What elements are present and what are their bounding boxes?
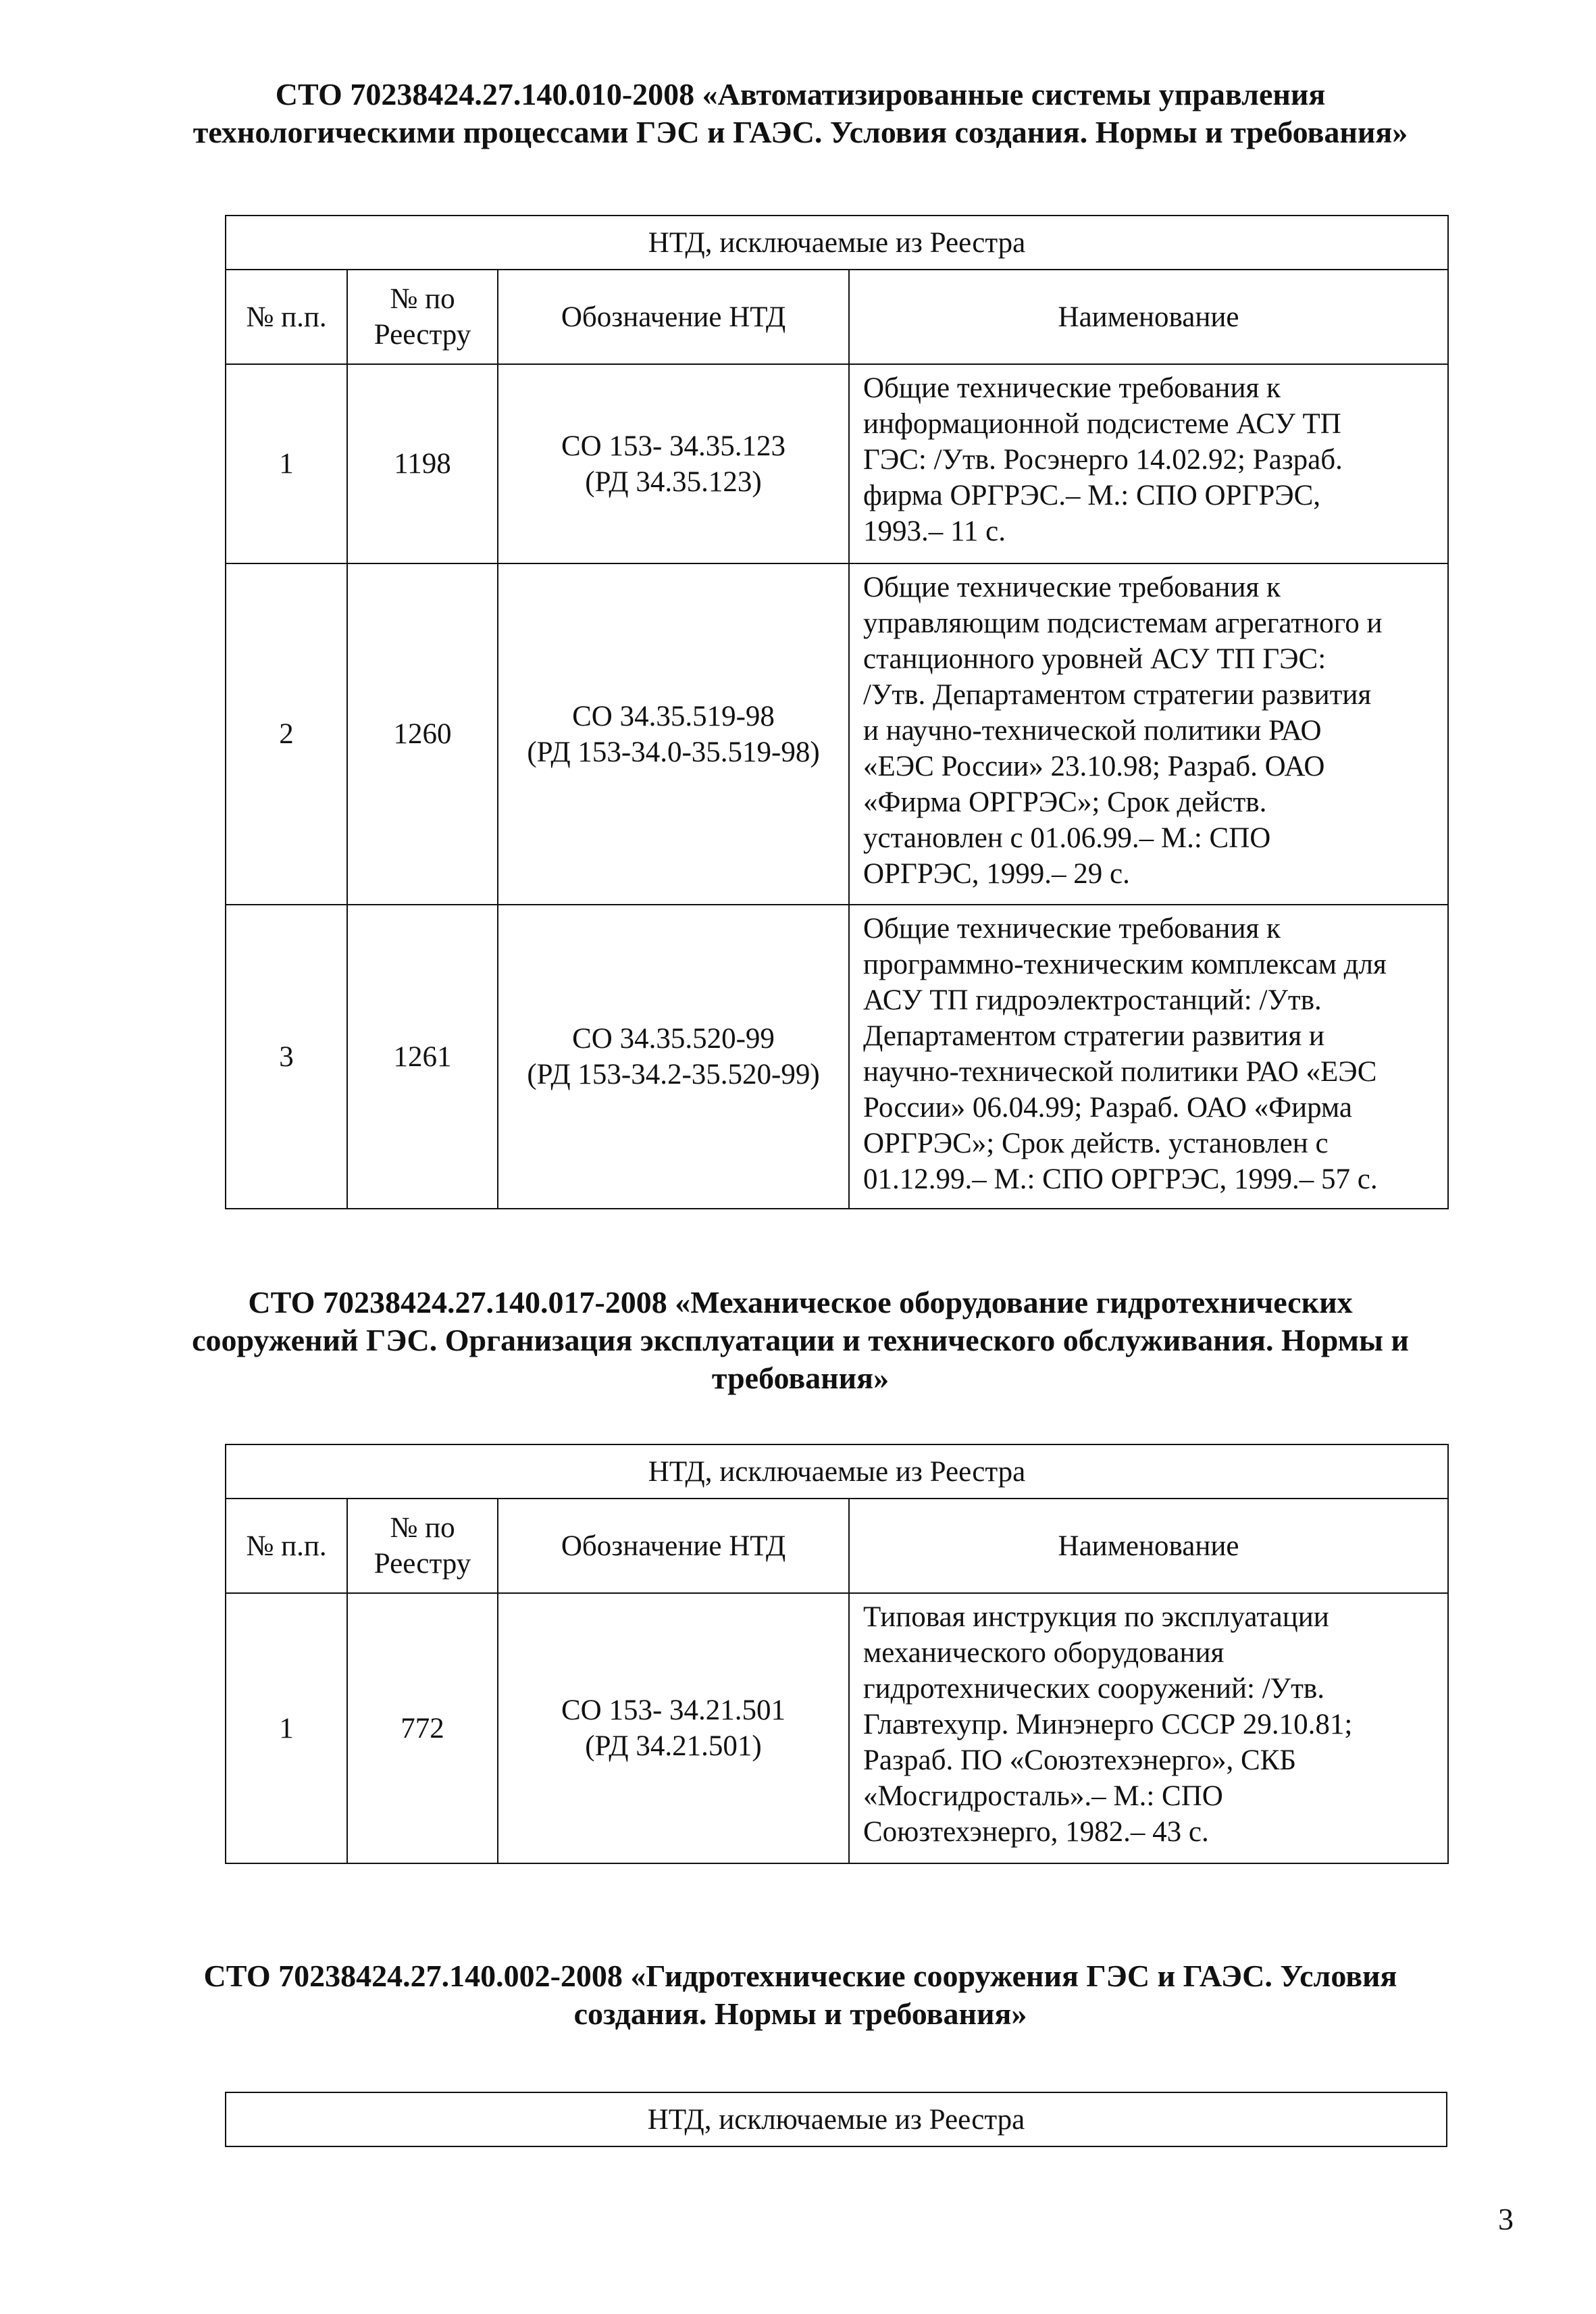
- name-line: установлен с 01.06.99.– М.: СПО: [863, 822, 1271, 854]
- name-line: «ЕЭС России» 23.10.98; Разраб. ОАО: [863, 751, 1325, 782]
- name-line: Департаментом стратегии развития и: [863, 1020, 1324, 1052]
- row-reg: 1198: [347, 364, 498, 563]
- header-name: Наименование: [849, 270, 1448, 364]
- table-row: [226, 1593, 1448, 1863]
- code-line: СО 34.35.519-98: [572, 700, 775, 732]
- row-code: [498, 563, 849, 905]
- row-name: [849, 364, 1448, 563]
- name-line: Разраб. ПО «Союзтехэнерго», СКБ: [863, 1744, 1297, 1776]
- table-row: [226, 905, 1448, 1209]
- code-line: СО 153- 34.21.501: [561, 1694, 786, 1726]
- code-line: (РД 34.35.123): [585, 466, 762, 498]
- name-line: АСУ ТП гидроэлектростанций: /Утв.: [863, 984, 1322, 1016]
- header-code: Обозначение НТД: [498, 1499, 849, 1593]
- header-reg: № по Реестру: [347, 270, 498, 364]
- header-name: Наименование: [849, 1499, 1448, 1593]
- row-reg: 772: [347, 1593, 498, 1863]
- section-2-title: [135, 1284, 1466, 1397]
- name-line: ОРГРЭС»; Срок действ. установлен с: [863, 1128, 1329, 1159]
- code-line: (РД 153-34.0-35.519-98): [527, 736, 820, 768]
- header-num: № п.п.: [226, 270, 347, 364]
- name-line: Главтехупр. Минэнерго СССР 29.10.81;: [863, 1709, 1353, 1740]
- name-line: Общие технические требования к: [863, 913, 1281, 945]
- table-caption: НТД, исключаемые из Реестра: [226, 216, 1448, 270]
- name-line: управляющим подсистемам агрегатного и: [863, 607, 1383, 639]
- name-line: России» 06.04.99; Разраб. ОАО «Фирма: [863, 1092, 1352, 1124]
- name-line: ГЭС: /Утв. Росэнерго 14.02.92; Разраб.: [863, 444, 1343, 476]
- table-row: [226, 563, 1448, 905]
- title-line: СТО 70238424.27.140.017-2008 «Механическое оборудование гидротехнических: [248, 1285, 1353, 1319]
- title-line: сооружений ГЭС. Организация эксплуатации и технического обслуживания. Нормы и: [192, 1323, 1409, 1357]
- row-code: [498, 364, 849, 563]
- row-num: 1: [226, 364, 347, 563]
- title-line: технологическими процессами ГЭС и ГАЭС. Условия создания. Нормы и требования»: [192, 115, 1408, 149]
- row-reg: 1261: [347, 905, 498, 1209]
- name-line: ОРГРЭС, 1999.– 29 с.: [863, 858, 1130, 890]
- name-line: информационной подсистеме АСУ ТП: [863, 408, 1341, 440]
- name-line: научно-технической политики РАО «ЕЭС: [863, 1056, 1377, 1088]
- section-1-table: [225, 215, 1449, 1209]
- name-line: Типовая инструкция по эксплуатации: [863, 1601, 1329, 1633]
- header-reg: № по Реестру: [347, 1499, 498, 1593]
- name-line: гидротехнических сооружений: /Утв.: [863, 1673, 1324, 1705]
- row-code: [498, 1593, 849, 1863]
- name-line: Общие технические требования к: [863, 572, 1281, 603]
- table-header-row: [226, 1499, 1448, 1593]
- row-name: [849, 1593, 1448, 1863]
- table-caption: НТД, исключаемые из Реестра: [226, 2092, 1447, 2146]
- name-line: «Мосгидросталь».– М.: СПО: [863, 1780, 1223, 1812]
- row-name: [849, 905, 1448, 1209]
- title-line: СТО 70238424.27.140.010-2008 «Автоматизированные системы управления: [275, 77, 1326, 111]
- name-line: станционного уровней АСУ ТП ГЭС:: [863, 643, 1327, 675]
- name-line: Общие технические требования к: [863, 372, 1281, 404]
- title-line: требования»: [711, 1361, 890, 1395]
- table-header-row: [226, 270, 1448, 364]
- name-line: фирма ОРГРЭС.– М.: СПО ОРГРЭС,: [863, 480, 1321, 511]
- row-num: 2: [226, 563, 347, 905]
- page-number: 3: [1498, 2202, 1514, 2236]
- code-line: (РД 34.21.501): [585, 1730, 762, 1762]
- name-line: /Утв. Департаментом стратегии развития: [863, 679, 1372, 711]
- section-2-table: [225, 1444, 1449, 1864]
- name-line: программно-техническим комплексам для: [863, 949, 1387, 980]
- name-line: механического оборудования: [863, 1637, 1225, 1669]
- code-line: СО 153- 34.35.123: [561, 430, 786, 462]
- name-line: «Фирма ОРГРЭС»; Срок действ.: [863, 786, 1267, 818]
- section-3-table: [225, 2092, 1447, 2147]
- table-caption: НТД, исключаемые из Реестра: [226, 1444, 1448, 1499]
- name-line: и научно-технической политики РАО: [863, 715, 1322, 747]
- name-line: 1993.– 11 с.: [863, 515, 1006, 547]
- name-line: Союзтехэнерго, 1982.– 43 с.: [863, 1816, 1209, 1848]
- title-line: создания. Нормы и требования»: [573, 1996, 1027, 2031]
- title-line: СТО 70238424.27.140.002-2008 «Гидротехнические сооружения ГЭС и ГАЭС. Условия: [203, 1959, 1397, 1993]
- code-line: СО 34.35.520-99: [572, 1023, 775, 1055]
- section-3-title: [135, 1957, 1466, 2033]
- table-row: [226, 364, 1448, 563]
- row-num: 3: [226, 905, 347, 1209]
- row-code: [498, 905, 849, 1209]
- row-reg: 1260: [347, 563, 498, 905]
- row-num: 1: [226, 1593, 347, 1863]
- section-1-title: [169, 76, 1432, 151]
- code-line: (РД 153-34.2-35.520-99): [527, 1059, 820, 1090]
- name-line: 01.12.99.– М.: СПО ОРГРЭС, 1999.– 57 с.: [863, 1163, 1378, 1195]
- header-num: № п.п.: [226, 1499, 347, 1593]
- header-code: Обозначение НТД: [498, 270, 849, 364]
- row-name: [849, 563, 1448, 905]
